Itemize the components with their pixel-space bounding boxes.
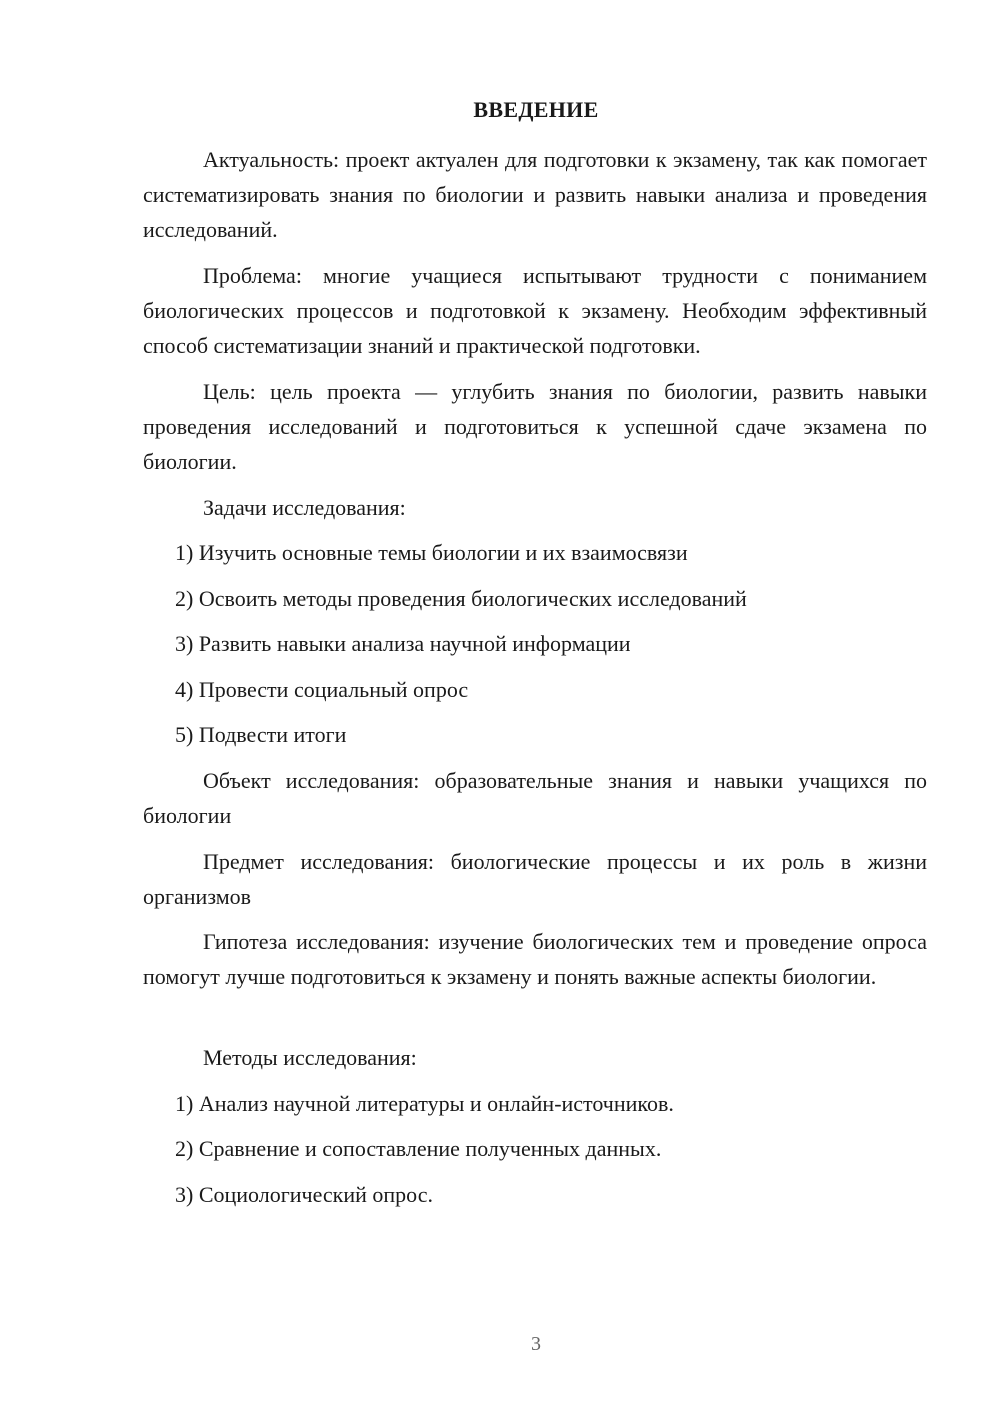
methods-heading: Методы исследования: [203, 1045, 417, 1070]
object-paragraph: Объект исследования: образовательные знания и навыки учащихся по биологии [143, 768, 927, 828]
relevance-paragraph: Актуальность: проект актуален для подготовки к экзамену, так как помогает систематизировать знания по биологии и развить навыки анализа и проведения исследований. [143, 147, 927, 242]
hypothesis-paragraph: Гипотеза исследования: изучение биологических тем и проведение опроса помогут лучше подготовиться к экзамену и понять важные аспекты биологии. [143, 929, 927, 989]
page-title: ВВЕДЕНИЕ [473, 97, 599, 122]
tasks-heading: Задачи исследования: [203, 495, 406, 520]
method-item: 2) Сравнение и сопоставление полученных данных. [175, 1136, 662, 1161]
task-item: 5) Подвести итоги [175, 722, 347, 747]
goal-paragraph: Цель: цель проекта — углубить знания по биологии, развить навыки проведения исследований и подготовиться к успешной сдаче экзамена по биологии. [143, 379, 927, 474]
page-number: 3 [531, 1333, 541, 1355]
task-item: 3) Развить навыки анализа научной информации [175, 631, 631, 656]
subject-paragraph: Предмет исследования: биологические процессы и их роль в жизни организмов [143, 849, 927, 909]
method-item: 1) Анализ научной литературы и онлайн-источников. [175, 1091, 674, 1116]
task-item: 1) Изучить основные темы биологии и их взаимосвязи [175, 540, 688, 565]
task-item: 2) Освоить методы проведения биологических исследований [175, 586, 747, 611]
task-item: 4) Провести социальный опрос [175, 677, 469, 702]
method-item: 3) Социологический опрос. [175, 1182, 433, 1207]
problem-paragraph: Проблема: многие учащиеся испытывают трудности с пониманием биологических процессов и подготовкой к экзамену. Необходим эффективный способ систематизации знаний и практической подготовки. [143, 263, 927, 358]
